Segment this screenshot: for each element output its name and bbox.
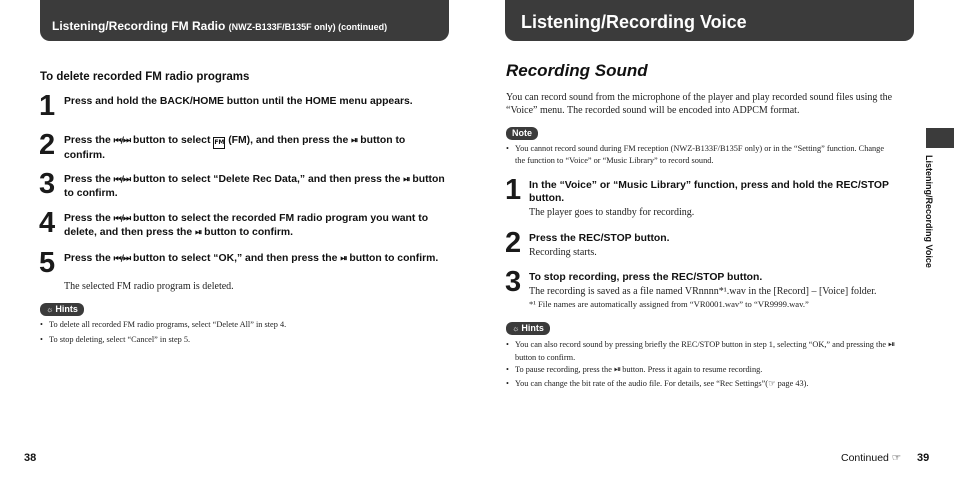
step-text-part: Press the: [64, 174, 114, 185]
step-3-text: [64, 173, 452, 200]
continued-text: Continued: [841, 452, 892, 464]
hint-text: button to confirm.: [515, 352, 576, 362]
step-text-part: Press and hold the BACK/HOME button until the HOME menu appears.: [64, 96, 413, 107]
play-pause-icon: ⏯: [195, 228, 202, 238]
recording-intro: You can record sound from the microphone of the player and play recorded sound files using the “Voice” menu. The recorded sound will be encoded into ADPCM format.: [506, 92, 893, 116]
play-pause-icon: ⏯: [888, 340, 895, 350]
left-hints-list: [40, 319, 440, 345]
right-page-number: 39: [917, 452, 930, 464]
hint-text: You can change the bit rate of the audio file. For details, see “Rec Settings”(: [515, 378, 769, 388]
left-header-title: [52, 19, 387, 33]
hint-text: You can also record sound by pressing briefly the REC/STOP button in step 1, selecting “OK,” and pressing the: [515, 340, 889, 349]
play-pause-icon: ⏯: [351, 136, 358, 146]
left-header-title-text: Listening/Recording FM Radio: [52, 19, 229, 33]
prev-next-icon: ⏮/⏭: [113, 136, 131, 146]
continued-label: [841, 452, 901, 464]
step-number: 2: [39, 129, 56, 161]
hints-badge: [506, 322, 550, 335]
recording-sound-title: Recording Sound: [506, 61, 648, 80]
side-label-text: Listening/Recording Voice: [924, 155, 934, 268]
rec-step-2-text: Press the REC/STOP button.: [529, 233, 670, 244]
step-number: 3: [39, 168, 56, 200]
left-header-subtitle: (NWZ-B133F/B135F only) (continued): [228, 22, 388, 32]
note-badge: Note: [506, 127, 538, 140]
side-section-label: [918, 155, 938, 295]
play-pause-icon: ⏯: [340, 254, 347, 264]
step-2-text: [64, 134, 449, 162]
step-text-part: button to select the recorded FM radio program you want to delete, and then press the: [64, 213, 429, 238]
step-5-text: [64, 252, 449, 266]
rec-step-1-result: The player goes to standby for recording.: [529, 207, 695, 218]
step-text-part: button to confirm.: [201, 227, 294, 238]
rec-step-3-result: The recording is saved as a file named VRnnnn*¹.wav in the [Record] – [Voice] folder.: [529, 286, 877, 297]
list-item: • To delete all recorded FM radio programs, select “Delete All” in step 4.: [40, 319, 440, 331]
play-pause-icon: ⏯: [403, 175, 410, 185]
step-number: 1: [505, 174, 522, 206]
list-item: • To stop deleting, select “Cancel” in step 5.: [40, 334, 440, 346]
step-1-text: [64, 95, 449, 108]
step-text-part: button to confirm.: [64, 174, 445, 199]
list-item: [506, 364, 901, 377]
hint-text: page 43).: [775, 378, 809, 388]
rec-step-1-text: In the “Voice” or “Music Library” function, press and hold the REC/STOP button.: [529, 180, 889, 204]
prev-next-icon: ⏮/⏭: [113, 175, 131, 185]
step-number: 2: [505, 227, 522, 259]
hints-badge: [40, 303, 84, 316]
right-header-title: Listening/Recording Voice: [521, 12, 747, 32]
prev-next-icon: ⏮/⏭: [113, 254, 131, 264]
rec-step-3-footnote: *¹ File names are automatically assigned from “VR0001.wav” to “VR9999.wav.”: [529, 299, 809, 309]
step-5-result: The selected FM radio program is deleted.: [64, 281, 234, 292]
lightbulb-icon: ☼: [512, 324, 520, 333]
lightbulb-icon: ☼: [46, 305, 54, 314]
hints-label: Hints: [55, 304, 78, 314]
list-item: • You cannot record sound during FM reception (NWZ-B133F/B135F only) or in the “Setting” function. Change the function to “Voice” or “Music Library” to record sound.: [506, 143, 886, 166]
left-page-header: [40, 0, 449, 41]
rec-step-3-text: To stop recording, press the REC/STOP button.: [529, 272, 763, 283]
step-text-part: (FM), and then press the: [225, 135, 352, 146]
step-4-text: [64, 212, 449, 240]
hint-text: To pause recording, press the: [515, 365, 614, 375]
rec-step-2-result: Recording starts.: [529, 247, 597, 258]
hints-label: Hints: [521, 323, 544, 333]
prev-next-icon: ⏮/⏭: [113, 214, 131, 224]
step-number: 1: [39, 90, 56, 122]
step-text-part: button to confirm.: [64, 135, 406, 161]
hint-text: button. Press it again to resume recording.: [620, 365, 763, 375]
step-number: 5: [39, 247, 56, 279]
right-page-header: [505, 0, 914, 41]
fm-radio-icon: FM: [213, 137, 225, 149]
play-pause-icon: ⏯: [613, 365, 621, 376]
step-text-part: button to select “Delete Rec Data,” and then press the: [130, 174, 404, 185]
list-item: [506, 339, 901, 363]
left-page-number: 38: [24, 452, 37, 464]
step-text-part: button to confirm.: [346, 253, 439, 264]
step-text-part: button to select: [130, 135, 214, 146]
delete-section-title: To delete recorded FM radio programs: [40, 71, 250, 83]
step-text-part: Press the: [64, 135, 114, 146]
step-number: 3: [505, 266, 522, 298]
step-text-part: Press the: [64, 253, 114, 264]
right-hints-list: [506, 339, 901, 389]
step-number: 4: [39, 207, 56, 239]
list-item: [506, 378, 901, 390]
reference-icon: ☞: [768, 378, 776, 388]
step-text-part: Press the: [64, 213, 114, 224]
step-text-part: button to select “OK,” and then press the: [130, 253, 341, 264]
notes-list: [506, 143, 886, 166]
reference-icon: ☞: [891, 452, 902, 464]
section-side-tab: [926, 128, 954, 148]
